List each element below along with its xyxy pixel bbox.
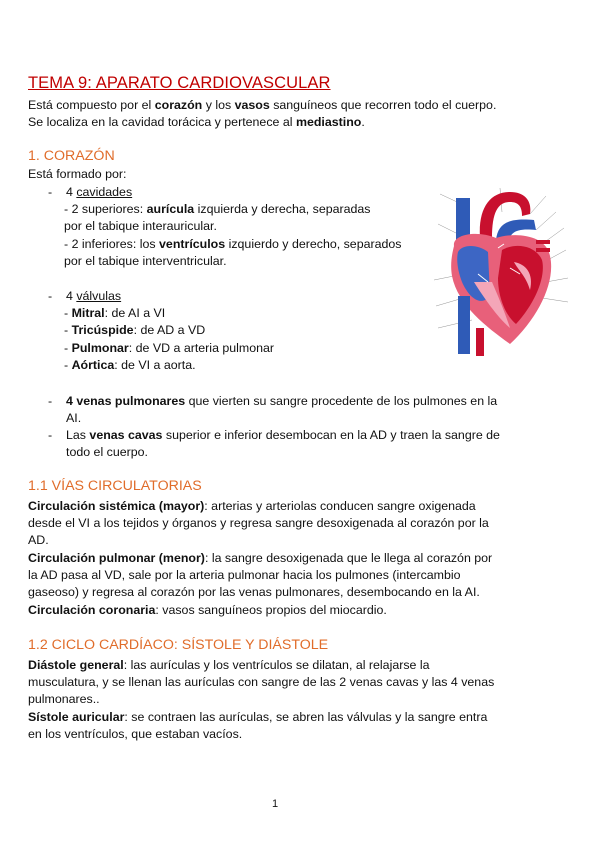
list-item-venas-cavas <box>48 427 500 445</box>
bold-text: corazón <box>154 98 203 112</box>
circulacion-sistemica-cont2: AD. <box>28 533 49 547</box>
diastole-general-cont: musculatura, y se llenan las aurículas con sangre de las 2 venas cavas y las 4 venas <box>28 675 495 689</box>
bold-text: Circulación pulmonar (menor) <box>28 551 205 565</box>
bold-text: Mitral <box>71 306 105 320</box>
bullet-dash: - <box>48 428 53 442</box>
text: : arterias y arteriolas conducen sangre oxigenada <box>204 499 476 513</box>
bold-text: aurícula <box>146 202 195 216</box>
circulacion-pulmonar <box>28 550 492 568</box>
valvula-aortica <box>64 357 196 375</box>
text: Se localiza en la cavidad torácica y pertenece al <box>28 115 296 129</box>
underlined-text: válvulas <box>76 289 122 303</box>
text: : la sangre desoxigenada que le llega al corazón por <box>204 551 493 565</box>
sistole-auricular-cont: en los ventrículos, que estaban vacíos. <box>28 727 243 741</box>
bold-text: Tricúspide <box>71 323 134 337</box>
text: - 2 inferiores: los <box>64 237 160 251</box>
bold-text: ventrículos <box>159 237 226 251</box>
bold-text: venas cavas <box>89 428 163 442</box>
text: superior e inferior desembocan en la AD y traen la sangre de <box>162 428 500 442</box>
text: 4 <box>66 289 77 303</box>
cavidades-superiores <box>64 201 371 219</box>
formed-by: Está formado por: <box>28 167 127 181</box>
text: sanguíneos que recorren todo el cuerpo. <box>269 98 497 112</box>
page-title: TEMA 9: APARATO CARDIOVASCULAR <box>28 74 331 92</box>
bold-text: Circulación sistémica (mayor) <box>28 499 205 513</box>
bullet-dash: - <box>48 185 53 199</box>
inferior-vena-cava <box>458 296 470 354</box>
bold-text: Aórtica <box>71 358 115 372</box>
bold-text: Circulación coronaria <box>28 603 156 617</box>
circulacion-sistemica-cont: desde el VI a los tejidos y órganos y regresa sangre desoxigenada al corazón por la <box>28 516 489 530</box>
venas-pulmonares-cont: AI. <box>66 411 82 425</box>
text: - <box>64 323 72 337</box>
cavidades-superiores-cont: por el tabique interauricular. <box>64 219 217 233</box>
text: 4 <box>66 185 77 199</box>
valvula-pulmonar <box>64 340 274 358</box>
bold-text: vasos <box>234 98 270 112</box>
text: Está compuesto por el <box>28 98 155 112</box>
bold-text: mediastino <box>295 115 362 129</box>
venas-cavas-cont: todo el cuerpo. <box>66 445 148 459</box>
text: : de AD a VD <box>133 323 206 337</box>
circulacion-pulmonar-cont: la AD pasa al VD, sale por la arteria pulmonar hacia los pulmones (intercambio <box>28 568 461 582</box>
circulacion-sistemica <box>28 498 476 516</box>
text: : se contraen las aurículas, se abren las válvulas y la sangre entra <box>124 710 488 724</box>
cavidades-inferiores-cont: por el tabique interventricular. <box>64 254 227 268</box>
section-heading-corazon: 1. CORAZÓN <box>28 148 115 164</box>
intro-line-2 <box>28 114 365 132</box>
list-item-cavidades <box>48 184 132 202</box>
intro-line-1 <box>28 97 496 115</box>
text: Las <box>66 428 90 442</box>
text: izquierdo y derecho, separados <box>225 237 402 251</box>
text: . <box>361 115 365 129</box>
underlined-text: cavidades <box>76 185 133 199</box>
text: : de VD a arteria pulmonar <box>128 341 275 355</box>
text: que vierten su sangre procedente de los pulmones en la <box>185 394 498 408</box>
bold-text: Sístole auricular <box>28 710 125 724</box>
circulacion-pulmonar-cont2: gaseoso) y regresa al corazón por las venas pulmonares, desembocando en la AI. <box>28 585 480 599</box>
bullet-dash: - <box>48 394 53 408</box>
text: : vasos sanguíneos propios del miocardio. <box>155 603 387 617</box>
text: : de AI a VI <box>104 306 166 320</box>
diastole-general-cont2: pulmonares.. <box>28 692 100 706</box>
descending-aorta <box>476 328 484 356</box>
text: y los <box>202 98 235 112</box>
text: izquierda y derecha, separadas <box>194 202 371 216</box>
bullet-dash: - <box>48 289 53 303</box>
text: : de VI a aorta. <box>114 358 196 372</box>
pulmonary-vein <box>536 248 550 252</box>
diastole-general <box>28 657 430 675</box>
sistole-auricular <box>28 709 487 727</box>
section-heading-ciclo: 1.2 CICLO CARDÍACO: SÍSTOLE Y DIÁSTOLE <box>28 637 329 653</box>
cavidades-inferiores <box>64 236 401 254</box>
page-number: 1 <box>272 798 279 810</box>
list-item-venas-pulmonares <box>48 393 497 411</box>
circulacion-coronaria <box>28 602 387 620</box>
list-item-valvulas <box>48 288 121 306</box>
text: - 2 superiores: <box>64 202 147 216</box>
bold-text: Diástole general <box>28 658 124 672</box>
text: - <box>64 341 72 355</box>
bold-text: Pulmonar <box>71 341 129 355</box>
text: : las aurículas y los ventrículos se dilatan, al relajarse la <box>123 658 430 672</box>
heart-diagram <box>418 178 590 360</box>
section-heading-vias: 1.1 VÍAS CIRCULATORIAS <box>28 478 202 494</box>
text: - <box>64 306 72 320</box>
valvula-tricuspide <box>64 322 205 340</box>
bold-text: 4 venas pulmonares <box>66 394 186 408</box>
text: - <box>64 358 72 372</box>
pulmonary-vein <box>536 240 550 244</box>
valvula-mitral <box>64 305 165 323</box>
